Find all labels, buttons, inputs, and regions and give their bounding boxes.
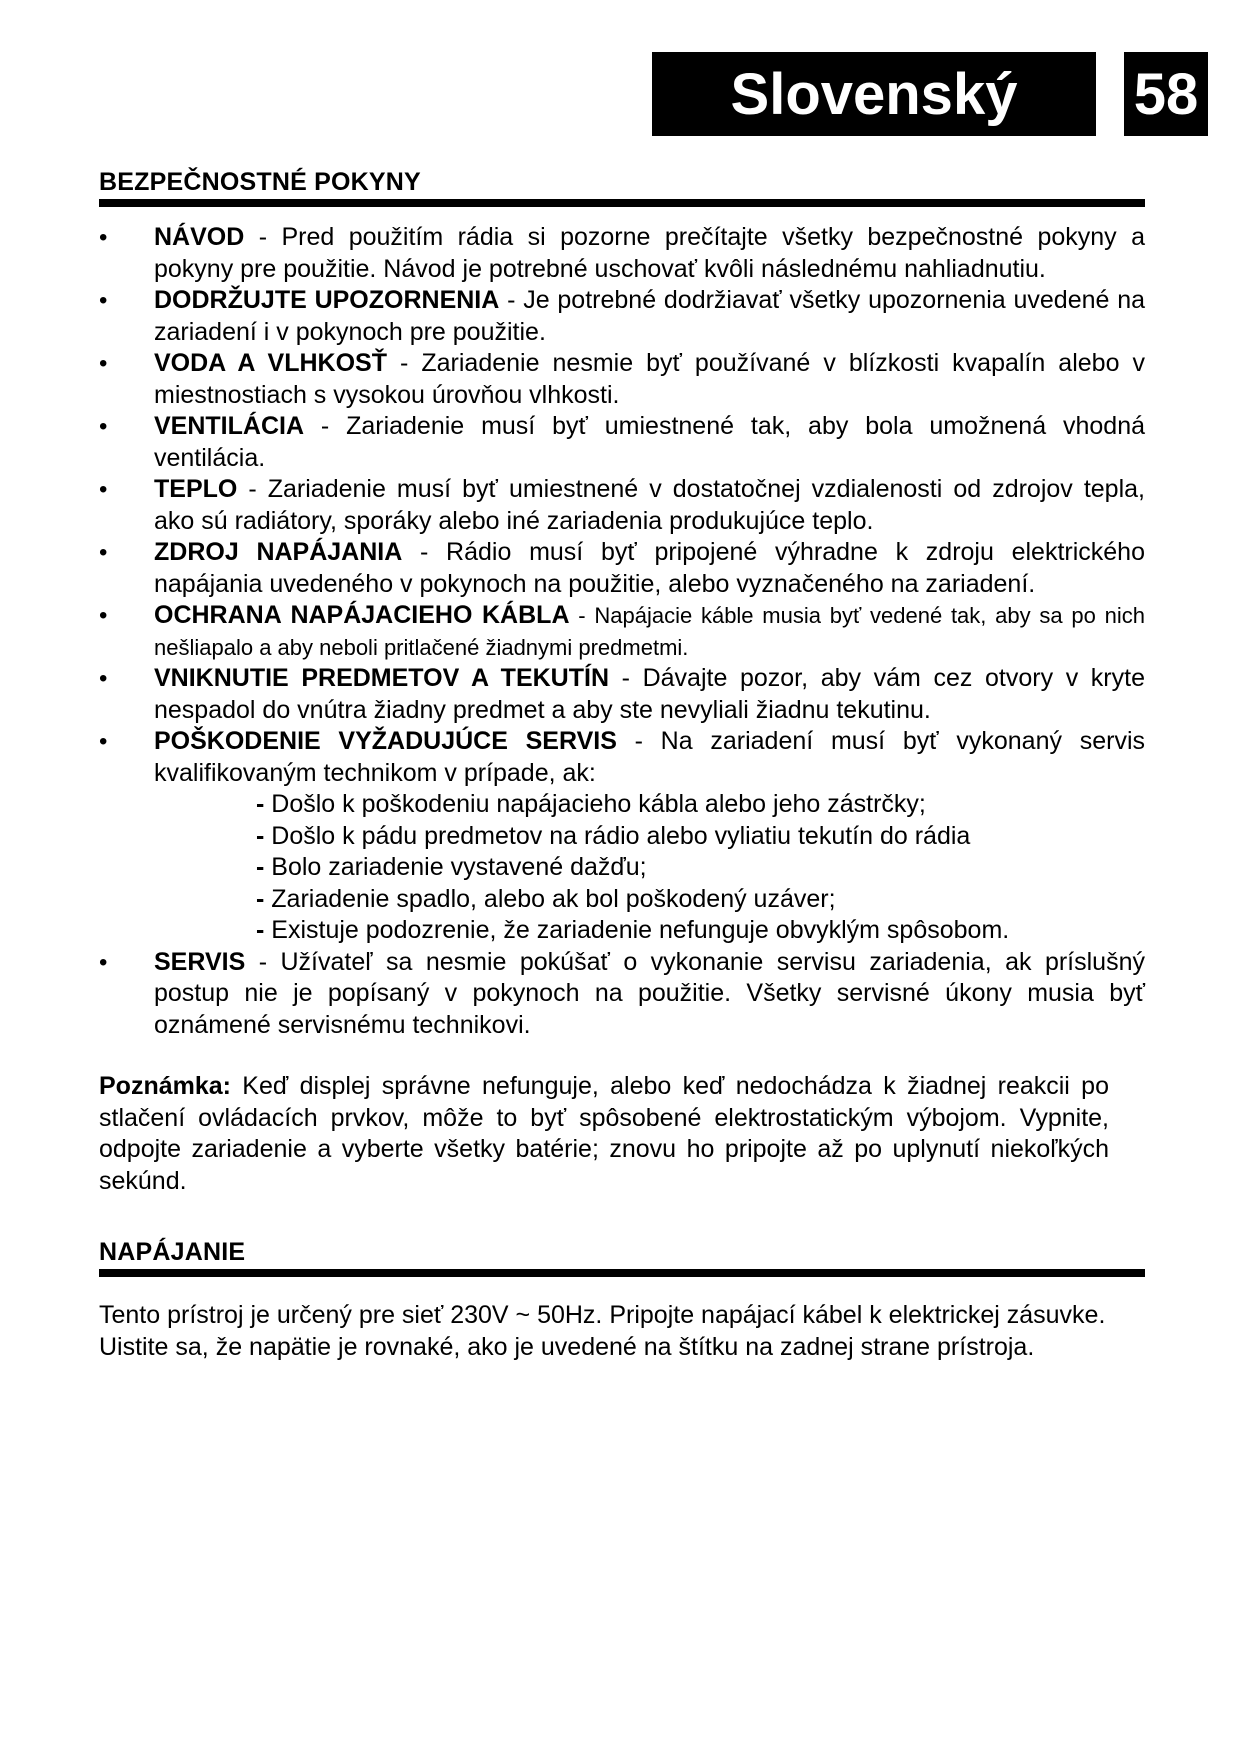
item-text: - Pred použitím rádia si pozorne prečítajte všetky bezpečnostné pokyny a pokyny pre použitie. Návod je potrebné uschovať kvôli následnému nahliadnutiu. xyxy=(154,223,1145,283)
list-item xyxy=(99,348,1145,411)
item-text: - Zariadenie musí byť umiestnené tak, aby bola umožnená vhodná ventilácia. xyxy=(154,412,1145,472)
language-label: Slovenský xyxy=(730,61,1018,127)
note-text: Keď displej správne nefunguje, alebo keď nedochádza k žiadnej reakcii po stlačení ovládacích prvkov, môže to byť spôsobené elektrostatickým výbojom. Vypnite, odpojte zariadenie a vyberte všetky batérie; znovu ho pripojte až po uplynutí niekoľkých sekúnd. xyxy=(99,1072,1109,1195)
item-text: - Zariadenie musí byť umiestnené v dostatočnej vzdialenosti od zdrojov tepla, ako sú radiátory, sporáky alebo iné zariadenia produkujúce teplo. xyxy=(154,475,1145,535)
service-case xyxy=(154,884,1145,916)
item-term: DODRŽUJTE UPOZORNENIA xyxy=(154,286,500,314)
item-text: - Je potrebné dodržiavať všetky upozornenia uvedené na zariadení i v pokynoch pre použitie. xyxy=(154,286,1146,346)
service-case xyxy=(154,852,1145,884)
bullet-icon: • xyxy=(99,476,108,503)
bullet-icon: • xyxy=(99,539,108,566)
list-item xyxy=(99,411,1145,474)
service-case-text: Existuje podozrenie, že zariadenie nefunguje obvyklým spôsobom. xyxy=(271,916,1010,944)
dash-mark: - xyxy=(256,821,265,850)
page-number: 58 xyxy=(1133,61,1199,127)
item-term: NÁVOD xyxy=(154,223,245,251)
list-item xyxy=(99,474,1145,537)
service-case xyxy=(154,821,1145,853)
list-item xyxy=(99,537,1145,600)
dash-mark: - xyxy=(256,790,265,818)
service-case-text: Bolo zariadenie vystavené dažďu; xyxy=(271,853,647,881)
safety-section-title: BEZPEČNOSTNÉ POKYNY xyxy=(99,168,421,196)
bullet-icon: • xyxy=(99,728,108,755)
item-text: - Na zariadení musí byť vykonaný servis kvalifikovaným technikom v prípade, ak: xyxy=(154,727,1145,787)
item-term: SERVIS xyxy=(154,947,246,976)
bullet-icon: • xyxy=(99,224,108,251)
bullet-icon: • xyxy=(99,948,108,976)
dash-mark: - xyxy=(256,853,265,881)
note-paragraph xyxy=(99,1071,1109,1197)
item-term: POŠKODENIE VYŽADUJÚCE SERVIS xyxy=(154,727,617,755)
list-item xyxy=(99,222,1145,285)
language-header xyxy=(652,52,1096,136)
service-case xyxy=(154,915,1145,947)
dash-mark: - xyxy=(256,884,265,913)
note-label: Poznámka: xyxy=(99,1072,231,1100)
power-section-title: NAPÁJANIE xyxy=(99,1238,246,1266)
list-item xyxy=(99,726,1145,947)
item-text: - Zariadenie nesmie byť používané v blízkosti kvapalín alebo v miestnostiach s vysokou úrovňou vlhkosti. xyxy=(154,349,1145,409)
dash-mark: - xyxy=(256,916,265,944)
bullet-icon: • xyxy=(99,350,108,377)
service-case-text: Zariadenie spadlo, alebo ak bol poškodený uzáver; xyxy=(271,884,836,913)
item-term: OCHRANA NAPÁJACIEHO KÁBLA xyxy=(154,601,570,629)
item-term: ZDROJ NAPÁJANIA xyxy=(154,538,403,566)
list-item xyxy=(99,285,1145,348)
safety-instructions-list xyxy=(99,222,1145,1041)
item-term: VNIKNUTIE PREDMETOV A TEKUTÍN xyxy=(154,664,610,692)
bullet-icon: • xyxy=(99,413,108,440)
bullet-icon: • xyxy=(99,665,108,692)
power-title-rule xyxy=(99,1269,1145,1277)
list-item xyxy=(99,663,1145,726)
bullet-icon: • xyxy=(99,287,108,314)
item-text: - Užívateľ sa nesmie pokúšať o vykonanie servisu zariadenia, ak príslušný postup nie je popísaný v pokynoch na použitie. Všetky servisné úkony musia byť oznámené servisnému technikovi. xyxy=(154,947,1145,1039)
item-term: VODA A VLHKOSŤ xyxy=(154,349,387,377)
item-text: - Napájacie káble musia byť vedené tak, aby sa po nich nešliapalo a aby neboli pritlačené žiadnymi predmetmi. xyxy=(154,603,1145,660)
item-term: VENTILÁCIA xyxy=(154,412,304,440)
service-case-text: Došlo k pádu predmetov na rádio alebo vyliatiu tekutín do rádia xyxy=(271,821,971,850)
bullet-icon: • xyxy=(99,602,108,629)
page-number-box xyxy=(1124,52,1208,136)
service-case xyxy=(154,789,1145,821)
service-case-text: Došlo k poškodeniu napájacieho kábla alebo jeho zástrčky; xyxy=(271,790,926,818)
power-paragraph: Tento prístroj je určený pre sieť 230V ~ 50Hz. Pripojte napájací kábel k elektrickej zásuvke. Uistite sa, že napätie je rovnaké, ako je uvedené na štítku na zadnej strane prístroja. xyxy=(99,1301,1106,1361)
item-text: - Rádio musí byť pripojené výhradne k zdroju elektrického napájania uvedeného v pokynoch na použitie, alebo vyznačeného na zariadení. xyxy=(154,538,1145,598)
list-item xyxy=(99,947,1145,1042)
item-text: - Dávajte pozor, aby vám cez otvory v kryte nespadol do vnútra žiadny predmet a aby ste nevyliali žiadnu tekutinu. xyxy=(154,664,1145,724)
item-term: TEPLO xyxy=(154,475,238,503)
safety-title-rule xyxy=(99,199,1145,207)
list-item xyxy=(99,600,1145,663)
service-cases-list xyxy=(154,789,1145,947)
